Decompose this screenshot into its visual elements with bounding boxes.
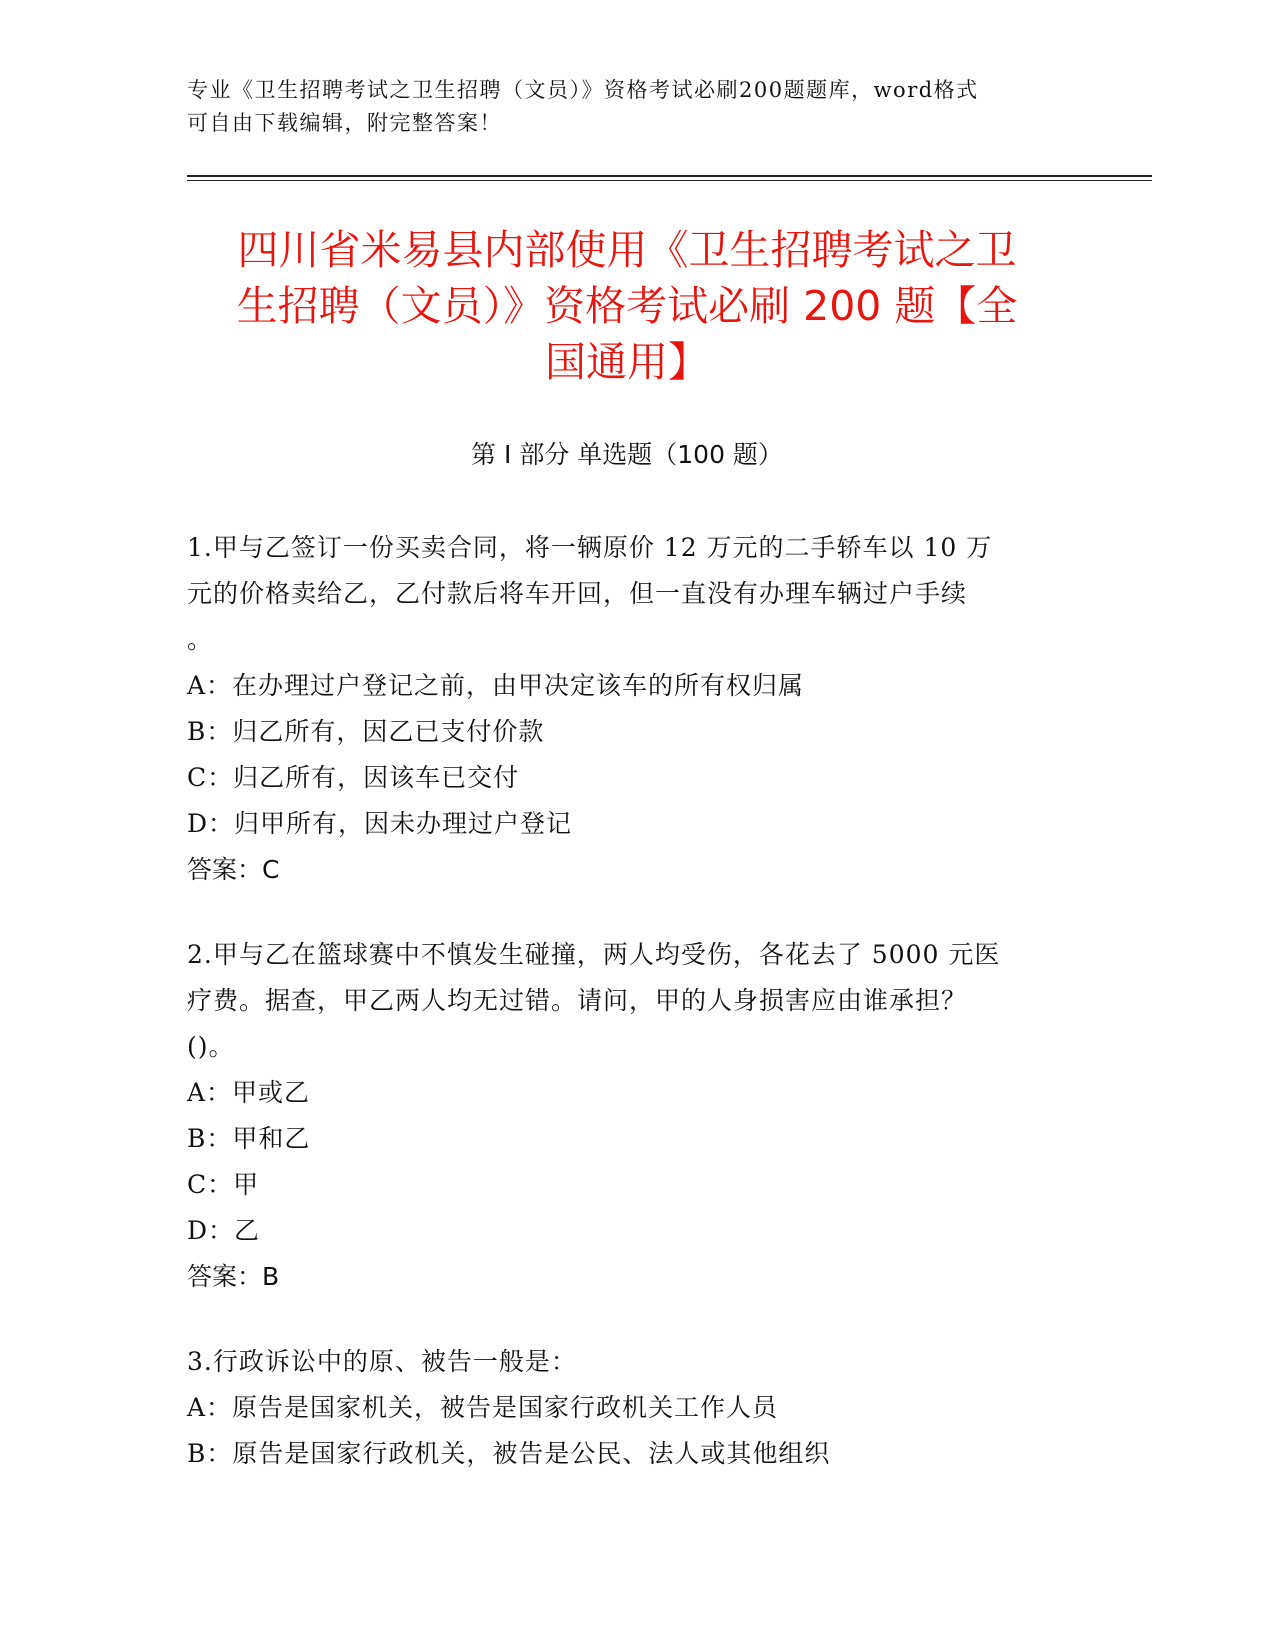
question-1 [187, 525, 1087, 893]
option-a: A：甲或乙 [187, 1078, 311, 1107]
header-note [187, 74, 1067, 140]
title-line: 国通用】 [545, 338, 709, 386]
document-title [187, 222, 1067, 390]
question-text-line: ()。 [187, 1032, 235, 1061]
question-text-line: 元的价格卖给乙，乙付款后将车开回，但一直没有办理车辆过户手续 [187, 579, 968, 608]
header-rule-thin [187, 180, 1152, 181]
option-b: B：原告是国家行政机关，被告是公民、法人或其他组织 [187, 1439, 831, 1468]
header-note-line: 可自由下载编辑，附完整答案！ [187, 111, 502, 135]
question-text-line: 2.甲与乙在篮球赛中不慎发生碰撞，两人均受伤，各花去了 5000 元医 [187, 940, 1001, 969]
header-rule-thick [187, 175, 1152, 177]
option-a: A：在办理过户登记之前，由甲决定该车的所有权归属 [187, 671, 805, 700]
option-a: A：原告是国家机关，被告是国家行政机关工作人员 [187, 1393, 779, 1422]
title-line: 生招聘（文员）》资格考试必刷 200 题【全 [236, 282, 1018, 330]
option-c: C：归乙所有，因该车已交付 [187, 763, 520, 792]
option-b: B：归乙所有，因乙已支付价款 [187, 717, 545, 746]
question-text-line: 1.甲与乙签订一份买卖合同，将一辆原价 12 万元的二手轿车以 10 万 [187, 533, 993, 562]
question-text-line: 疗费。据查，甲乙两人均无过错。请问，甲的人身损害应由谁承担？ [187, 986, 968, 1015]
answer: 答案：C [187, 855, 280, 884]
question-list [187, 525, 1087, 1516]
section-heading: 第 I 部分 单选题（100 题） [471, 440, 783, 469]
title-line: 四川省米易县内部使用《卫生招聘考试之卫 [237, 226, 1017, 274]
option-b: B：甲和乙 [187, 1124, 311, 1153]
question-text-line: 3.行政诉讼中的原、被告一般是： [187, 1347, 577, 1376]
question-text-line: 。 [187, 625, 214, 654]
option-c: C：甲 [187, 1170, 260, 1199]
answer: 答案：B [187, 1262, 280, 1291]
question-2 [187, 932, 1087, 1300]
header-note-line: 专业《卫生招聘考试之卫生招聘（文员）》资格考试必刷200题题库，word格式 [187, 78, 979, 102]
option-d: D：乙 [187, 1216, 261, 1245]
option-d: D：归甲所有，因未办理过户登记 [187, 809, 573, 838]
question-3 [187, 1339, 1087, 1477]
